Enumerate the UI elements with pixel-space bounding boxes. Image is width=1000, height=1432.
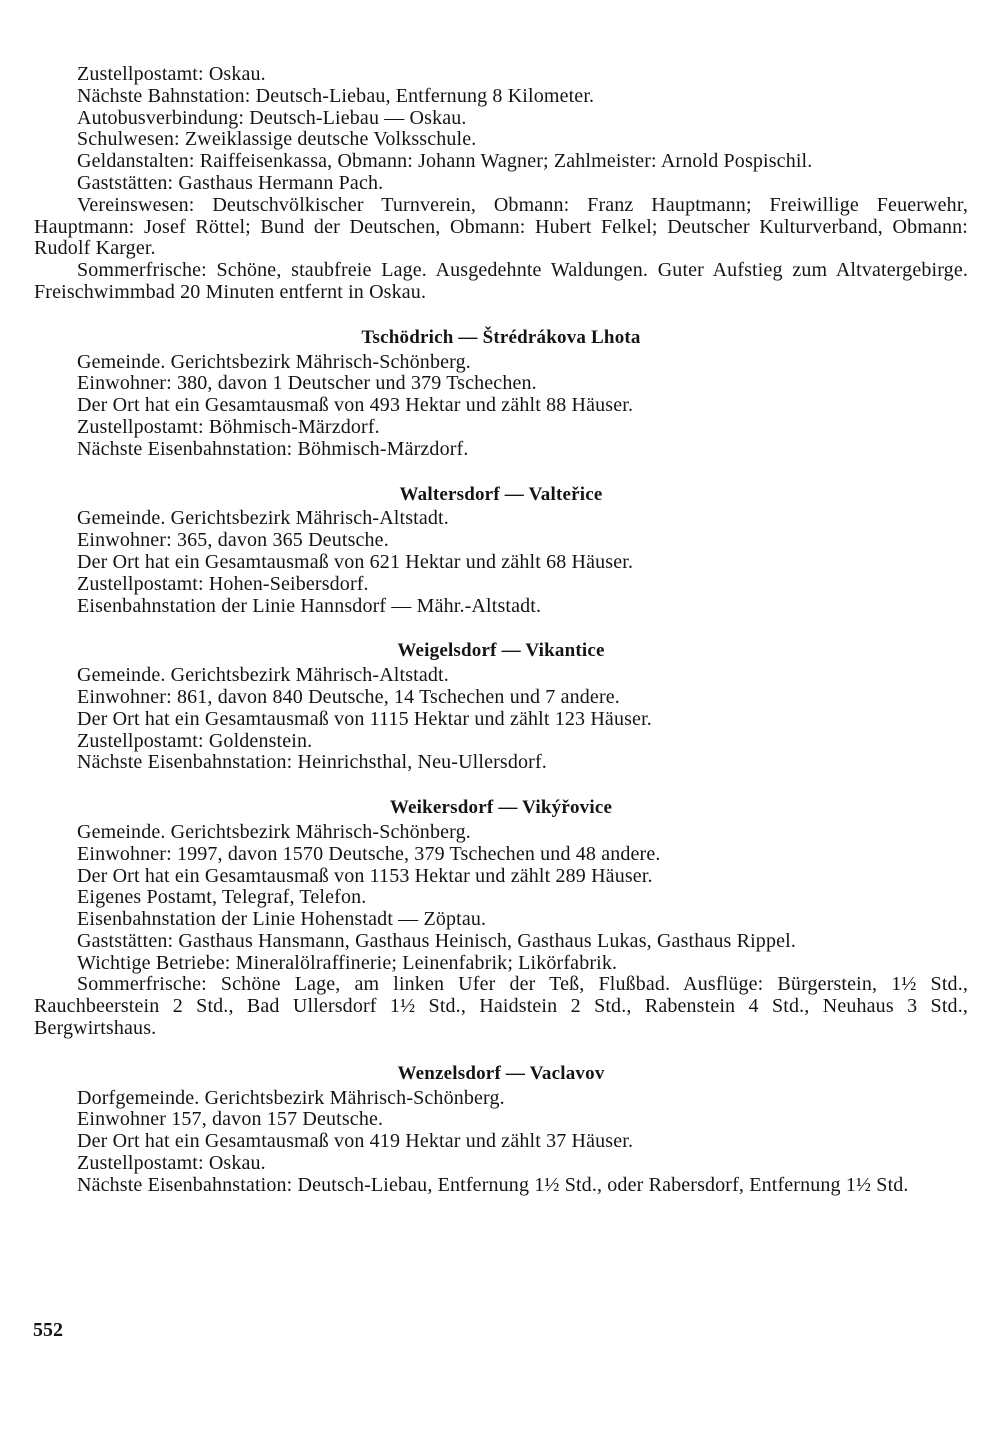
entry-line: Der Ort hat ein Gesamtausmaß von 621 Hektar und zählt 68 Häuser.: [77, 550, 634, 573]
entry-line: Einwohner: 380, davon 1 Deutscher und 379 Tschechen.: [77, 372, 537, 395]
entry-line: Eigenes Postamt, Telegraf, Telefon.: [77, 886, 367, 909]
entry-line: Der Ort hat ein Gesamtausmaß von 1115 Hektar und zählt 123 Häuser.: [77, 707, 652, 730]
entry-heading: Weigelsdorf — Vikantice: [397, 640, 605, 662]
entry-tschoedrich: [34, 326, 968, 461]
entry-line: Schulwesen: Zweiklassige deutsche Volksschule.: [77, 128, 477, 151]
text-column: [34, 64, 968, 1197]
entry-line: Nächste Eisenbahnstation: Heinrichsthal, Neu-Ullersdorf.: [77, 751, 547, 774]
entry-line: Der Ort hat ein Gesamtausmaß von 419 Hektar und zählt 37 Häuser.: [77, 1130, 634, 1153]
entry-line: Einwohner: 365, davon 365 Deutsche.: [77, 529, 389, 552]
entry-line: Zustellpostamt: Oskau.: [77, 63, 266, 85]
entry-line: Zustellpostamt: Hohen-Seibersdorf.: [77, 572, 369, 595]
entry-line: Einwohner 157, davon 157 Deutsche.: [77, 1108, 384, 1131]
entry-line: Nächste Eisenbahnstation: Böhmisch-Märzdorf.: [77, 437, 469, 460]
entry-line: Zustellpostamt: Goldenstein.: [77, 729, 313, 752]
entry-line: Zustellpostamt: Oskau.: [77, 1152, 266, 1175]
entry-heading: Weikersdorf — Vikýřovice: [389, 797, 613, 819]
entry-heading: Waltersdorf — Valteřice: [399, 483, 603, 505]
entry-line: Eisenbahnstation der Linie Hohenstadt — Zöptau.: [77, 908, 487, 931]
entry-weigelsdorf: [34, 639, 968, 774]
entry-heading: Wenzelsdorf — Vaclavov: [397, 1062, 605, 1084]
entry-line: Gaststätten: Gasthaus Hansmann, Gasthaus Heinisch, Gasthaus Lukas, Gasthaus Rippel.: [77, 929, 796, 952]
entry-line: Einwohner: 861, davon 840 Deutsche, 14 Tschechen und 7 andere.: [77, 685, 620, 708]
entry-line: Gemeinde. Gerichtsbezirk Mährisch-Schönberg.: [77, 350, 471, 373]
entry-line: Eisenbahnstation der Linie Hannsdorf — Mähr.-Altstadt.: [77, 594, 542, 617]
continued-entry: [34, 64, 968, 304]
entry-line: Geldanstalten: Raiffeisenkassa, Obmann: Johann Wagner; Zahlmeister: Arnold Pospischil.: [77, 150, 813, 173]
entry-line: Zustellpostamt: Böhmisch-Märzdorf.: [77, 415, 380, 438]
entry-line: Vereinswesen: Deutschvölkischer Turnverein, Obmann: Franz Hauptmann; Freiwillige Feuerwehr, Hauptmann: Josef Röttel; Bund der Deutschen, Obmann: Hubert Felkel; Deutscher Kulturverband, Obmann: Rudolf Karger.: [34, 193, 968, 260]
entry-line: Wichtige Betriebe: Mineralölraffinerie; Leinenfabrik; Likörfabrik.: [77, 951, 618, 974]
entry-line: Dorfgemeinde. Gerichtsbezirk Mährisch-Schönberg.: [77, 1086, 505, 1109]
entry-line: Sommerfrische: Schöne Lage, am linken Ufer der Teß, Flußbad. Ausflüge: Bürgerstein, 1½ Std., Rauchbeerstein 2 Std., Bad Ullersdorf 1½ Std., Haidstein 2 Std., Rabenstein 4 Std., Neuhaus 3 Std., Bergwirtshaus.: [34, 973, 968, 1040]
entry-weikersdorf: [34, 796, 968, 1040]
entry-line: Der Ort hat ein Gesamtausmaß von 1153 Hektar und zählt 289 Häuser.: [77, 864, 653, 887]
entry-line: Gemeinde. Gerichtsbezirk Mährisch-Schönberg.: [77, 820, 471, 843]
entry-line: Gemeinde. Gerichtsbezirk Mährisch-Altstadt.: [77, 507, 449, 530]
entry-line: Gaststätten: Gasthaus Hermann Pach.: [77, 171, 384, 194]
entry-line: Nächste Eisenbahnstation: Deutsch-Liebau, Entfernung 1½ Std., oder Rabersdorf, Entfernung 1½ Std.: [77, 1173, 909, 1196]
entry-wenzelsdorf: [34, 1062, 968, 1197]
entry-line: Sommerfrische: Schöne, staubfreie Lage. Ausgedehnte Waldungen. Guter Aufstieg zum Altvatergebirge. Freischwimmbad 20 Minuten entfernt in Oskau.: [34, 259, 968, 303]
entry-line: Nächste Bahnstation: Deutsch-Liebau, Entfernung 8 Kilometer.: [77, 84, 595, 107]
page-number: 552: [33, 1319, 63, 1341]
entry-waltersdorf: [34, 483, 968, 618]
entry-line: Einwohner: 1997, davon 1570 Deutsche, 379 Tschechen und 48 andere.: [77, 842, 661, 865]
entry-line: Autobusverbindung: Deutsch-Liebau — Oskau.: [77, 106, 467, 129]
entry-heading: Tschödrich — Štrédrákova Lhota: [361, 326, 641, 348]
entry-line: Gemeinde. Gerichtsbezirk Mährisch-Altstadt.: [77, 664, 449, 687]
entry-line: Der Ort hat ein Gesamtausmaß von 493 Hektar und zählt 88 Häuser.: [77, 394, 634, 417]
